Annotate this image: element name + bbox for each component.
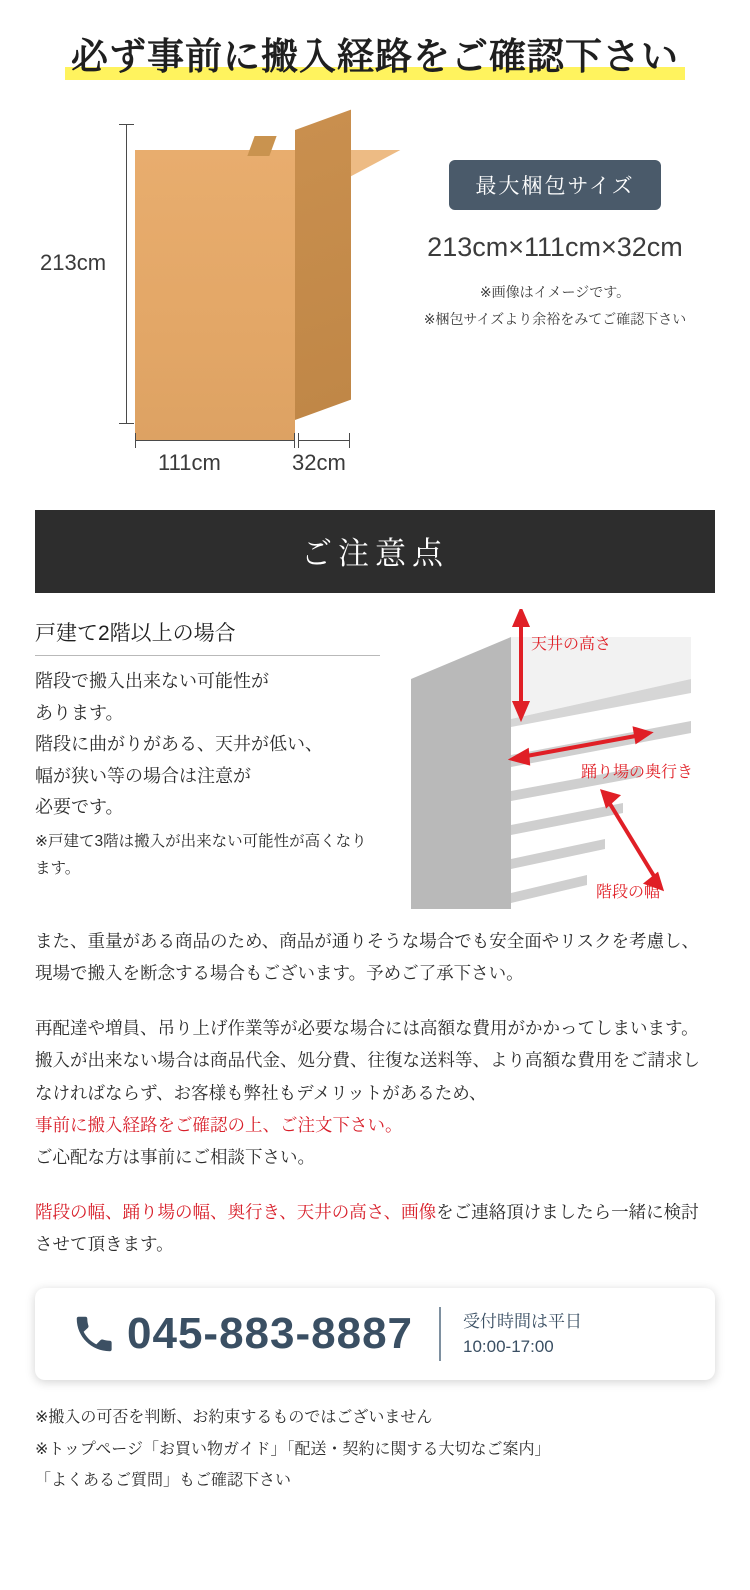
- depth-dimension-line: [298, 440, 350, 441]
- package-size-info: [380, 160, 730, 332]
- paragraph-2: [35, 1012, 715, 1174]
- width-label: 111cm: [158, 450, 221, 475]
- footer-note-2: ※トップページ「お買い物ガイド」「配送・契約に関する大切なご案内」: [35, 1440, 551, 1458]
- package-size-section: [0, 100, 750, 490]
- phone-number[interactable]: 045-883-8887: [127, 1309, 414, 1359]
- paragraph-3-rest: をご連絡頂けましたら一緒に検討させて頂きます。: [35, 1201, 699, 1254]
- footer-notes: [35, 1402, 715, 1496]
- phone-icon: [67, 1307, 121, 1361]
- caution-line-2: あります。: [35, 702, 124, 723]
- stairs-illustration: [391, 609, 721, 909]
- paragraph-2d: ご心配な方は事前にご相談下さい。: [35, 1147, 315, 1168]
- stairs-svg: [391, 609, 721, 909]
- height-dimension-line: [126, 124, 127, 424]
- caution-line-5: 必要です。: [35, 797, 124, 817]
- caution-line-3: 階段に曲がりがある、天井が低い、: [35, 734, 323, 754]
- caution-small-note: ※戸建て3階は搬入が出来ない可能性が高くなります。: [35, 832, 367, 877]
- paragraph-3-highlight: 階段の幅、踊り場の幅、奥行き、天井の高さ、画像: [35, 1201, 437, 1222]
- contact-card[interactable]: [35, 1288, 715, 1380]
- page-title-area: [0, 0, 750, 96]
- package-note-1: ※画像はイメージです。: [479, 284, 631, 300]
- stairs-label-stair-width: 階段の幅: [596, 884, 661, 901]
- contact-divider: [439, 1307, 441, 1361]
- stairs-label-landing: 踊り場の奥行き: [581, 764, 694, 781]
- paragraph-2b: 搬入が出来ない場合は商品代金、処分費、往復な送料等、より高額な費用をご請求しなければならず、お客様も弊社もデメリットがあるため、: [35, 1050, 700, 1103]
- caution-body: [35, 666, 380, 882]
- contact-hours-line-2: 10:00-17:00: [463, 1337, 554, 1357]
- package-illustration: [40, 110, 420, 475]
- width-dimension-line: [135, 440, 295, 441]
- page-title-text: 必ず事前に搬入経路をご確認下さい: [71, 36, 679, 77]
- footer-note-3: 「よくあるご質問」もご確認下さい: [35, 1471, 292, 1489]
- paragraph-1: また、重量がある商品のため、商品が通りそうな場合でも安全面やリスクを考慮し、現場で搬入を断念する場合もございます。予めご了承下さい。: [35, 931, 699, 984]
- caution-text-block: [35, 617, 380, 882]
- package-notes: [380, 279, 730, 332]
- paragraph-2a: 再配達や増員、吊り上げ作業等が必要な場合には高額な費用がかかってしまいます。: [35, 1017, 699, 1038]
- caution-banner: ご注意点: [35, 510, 715, 593]
- stairs-label-ceiling: 天井の高さ: [531, 636, 612, 653]
- caution-section: [35, 617, 715, 907]
- carton-side-face: [295, 110, 351, 420]
- height-label: 213cm: [40, 250, 107, 275]
- caution-heading: 戸建て2階以上の場合: [35, 617, 380, 656]
- contact-hours: [463, 1309, 582, 1360]
- paragraph-3: [35, 1196, 715, 1261]
- contact-hours-line-1: 受付時間は平日: [463, 1311, 583, 1331]
- depth-label: 32cm: [292, 450, 346, 475]
- paragraph-2c-highlight: 事前に搬入経路をご確認の上、ご注文下さい。: [35, 1114, 403, 1135]
- carton-front-face: [135, 150, 295, 440]
- caution-line-4: 幅が狭い等の場合は注意が: [35, 765, 251, 786]
- page-title: [65, 26, 685, 82]
- caution-line-1: 階段で搬入出来ない可能性が: [35, 671, 269, 691]
- package-size-value: 213cm×111cm×32cm: [427, 232, 683, 262]
- max-package-size-badge: 最大梱包サイズ: [449, 160, 660, 210]
- footer-note-1: ※搬入の可否を判断、お約束するものではございません: [35, 1409, 433, 1427]
- package-note-2: ※梱包サイズより余裕をみてご確認下さい: [423, 310, 687, 327]
